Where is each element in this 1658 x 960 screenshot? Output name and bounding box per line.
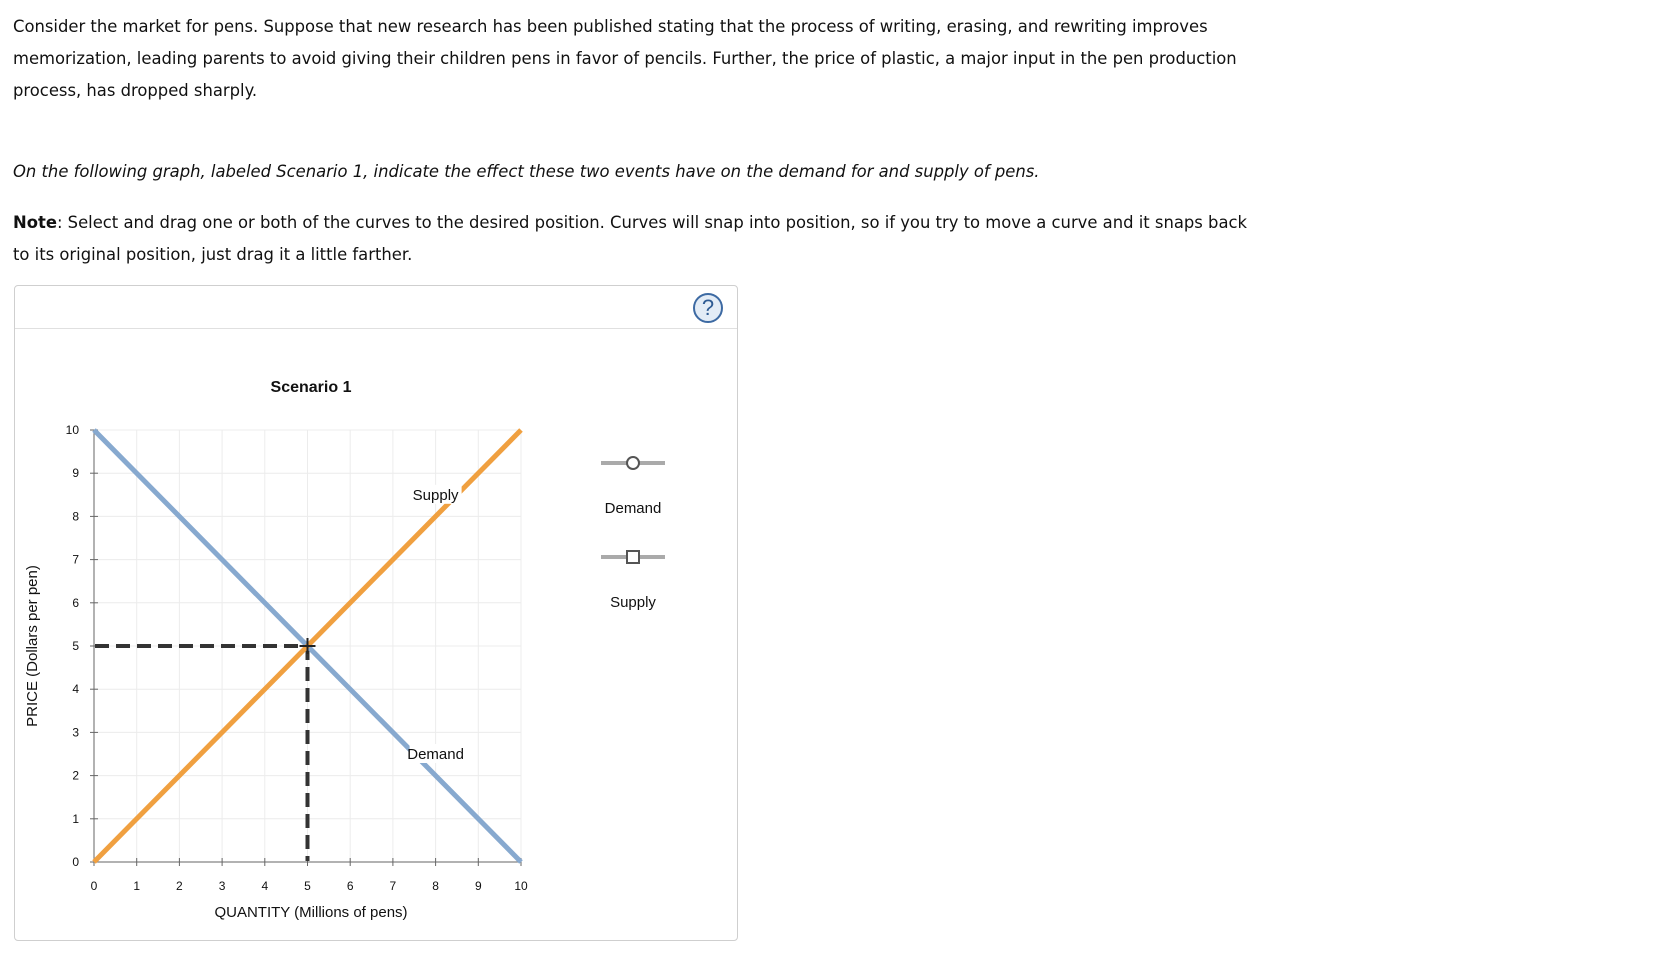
x-axis-title: QUANTITY (Millions of pens) [214,904,408,921]
question-paragraph: Consider the market for pens. Suppose that new research has been published stating that the process of writing, erasing, and rewriting improves memorization, leading parents to avoid giving their children pens in favor of pencils. Further, the price of plastic, a major input in the pen production process, has dropped sharply. [13,17,1237,100]
question-circle-icon[interactable]: ? [693,293,723,323]
y-tick-label: 1 [72,811,79,826]
note-paragraph [13,207,1253,271]
y-tick-label: 0 [72,855,79,869]
x-tick-label: 2 [176,879,183,893]
demand-legend-label: Demand [604,500,662,517]
y-tick-label: 4 [72,682,79,697]
x-tick-label: 8 [432,879,439,893]
x-tick-label: 10 [514,879,528,893]
x-tick-label: 3 [218,879,226,893]
y-tick-label: 3 [72,725,79,740]
x-tick-label: 1 [133,879,141,893]
y-axis-title: PRICE (Dollars per pen) [24,565,41,727]
scenario-graph [15,286,739,942]
supply-legend-label: Supply [610,594,656,611]
demand-legend-circle-icon[interactable] [627,457,639,469]
note-label: Note [13,213,57,232]
y-tick-label: 8 [72,509,79,524]
supply-curve-label: Supply [412,486,459,504]
x-tick-label: 5 [304,879,311,893]
instruction-paragraph: On the following graph, labeled Scenario 1, indicate the effect these two events have on the demand for and supply of pens. [13,162,1040,181]
x-tick-label: 7 [389,879,397,893]
y-tick-label: 10 [65,423,79,437]
x-tick-label: 9 [474,879,482,893]
x-tick-label: 0 [90,879,98,893]
note-text: : Select and drag one or both of the curves to the desired position. Curves will snap into position, so if you try to move a curve and it snaps back to its original position, just drag it a little farther. [13,213,1247,264]
y-tick-label: 7 [72,552,79,567]
chart-title: Scenario 1 [270,379,352,396]
y-tick-label: 2 [72,768,79,783]
y-tick-label: 9 [72,466,79,481]
graph-panel [14,285,738,941]
x-tick-label: 4 [261,879,269,893]
demand-curve-label: Demand [407,746,464,763]
supply-legend-square-icon[interactable] [627,551,639,563]
x-tick-label: 6 [346,879,354,893]
y-tick-label: 6 [72,595,79,610]
y-tick-label: 5 [72,639,79,653]
